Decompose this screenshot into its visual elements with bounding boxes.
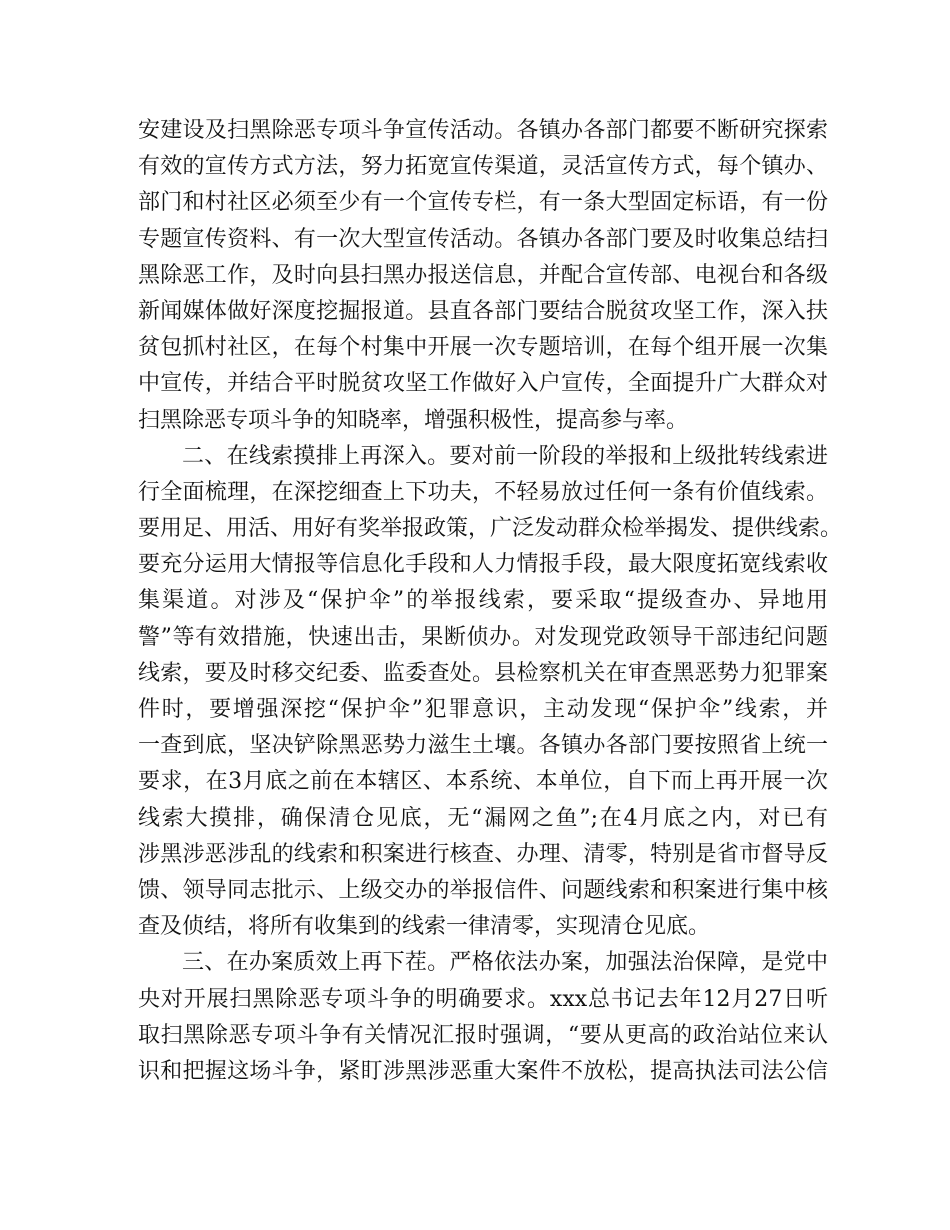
text-line: 警”等有效措施，快速出击，果断侦办。对发现党政领导干部违纪问题: [138, 624, 828, 650]
text-line: 部门和村社区必须至少有一个宣传专栏，有一条大型固定标语，有一份: [138, 190, 828, 216]
text-line: 二、在线索摸排上再深入。要对前一阶段的举报和上级批转线索进: [182, 443, 828, 469]
document-body: [138, 113, 843, 1090]
text-line: 安建设及扫黑除恶专项斗争宣传活动。各镇办各部门都要不断研究探索: [138, 118, 828, 143]
text-line: 有效的宣传方式方法，努力拓宽宣传渠道，灵活宣传方式，每个镇办、: [138, 154, 828, 180]
text-line: 要求，在3月底之前在本辖区、本系统、本单位，自下而上再开展一次: [138, 769, 828, 795]
text-line: 件时，要增强深挖“保护伞”犯罪意识，主动发现“保护伞”线索，并: [138, 697, 828, 722]
text-line: 要用足、用活、用好有奖举报政策，广泛发动群众检举揭发、提供线索。: [138, 516, 843, 542]
text-line: 扫黑除恶专项斗争的知晓率，增强积极性，提高参与率。: [138, 407, 689, 433]
text-line: 行全面梳理，在深挖细查上下功夫，不轻易放过任何一条有价值线索。: [138, 479, 828, 505]
text-line: 取扫黑除恶专项斗争有关情况汇报时强调，“要从更高的政治站位来认: [138, 1022, 828, 1048]
text-line: 要充分运用大情报等信息化手段和人力情报手段，最大限度拓宽线索收: [138, 552, 828, 578]
text-line: 查及侦结，将所有收集到的线索一律清零，实现清仓见底。: [138, 914, 711, 940]
text-line: 黑除恶工作，及时向县扫黑办报送信息，并配合宣传部、电视台和各级: [138, 262, 828, 288]
text-line: 贫包抓村社区，在每个村集中开展一次专题培训，在每个组开展一次集: [138, 335, 828, 361]
text-line: 线索大摸排，确保清仓见底，无“漏网之鱼”;在4月底之内，对已有: [138, 805, 828, 831]
text-line: 集渠道。对涉及“保护伞”的举报线索，要采取“提级查办、异地用: [138, 588, 828, 614]
text-line: 线索，要及时移交纪委、监委查处。县检察机关在审查黑恶势力犯罪案: [138, 660, 828, 686]
text-line: 中宣传，并结合平时脱贫攻坚工作做好入户宣传，全面提升广大群众对: [138, 371, 828, 397]
text-line: 央对开展扫黑除恶专项斗争的明确要求。xxx总书记去年12月27日听: [138, 986, 828, 1012]
text-line: 一查到底，坚决铲除黑恶势力滋生土壤。各镇办各部门要按照省上统一: [138, 733, 828, 759]
text-line: 涉黑涉恶涉乱的线索和积案进行核查、办理、清零，特别是省市督导反: [138, 841, 828, 867]
text-line: 馈、领导同志批示、上级交办的举报信件、问题线索和积案进行集中核: [138, 877, 828, 903]
text-line: 识和把握这场斗争，紧盯涉黑涉恶重大案件不放松，提高执法司法公信: [138, 1058, 828, 1084]
text-line: 新闻媒体做好深度挖掘报道。县直各部门要结合脱贫攻坚工作，深入扶: [138, 298, 828, 324]
text-line: 专题宣传资料、有一次大型宣传活动。各镇办各部门要及时收集总结扫: [138, 226, 828, 252]
text-line: 三、在办案质效上再下茬。严格依法办案，加强法治保障，是党中: [182, 950, 828, 976]
